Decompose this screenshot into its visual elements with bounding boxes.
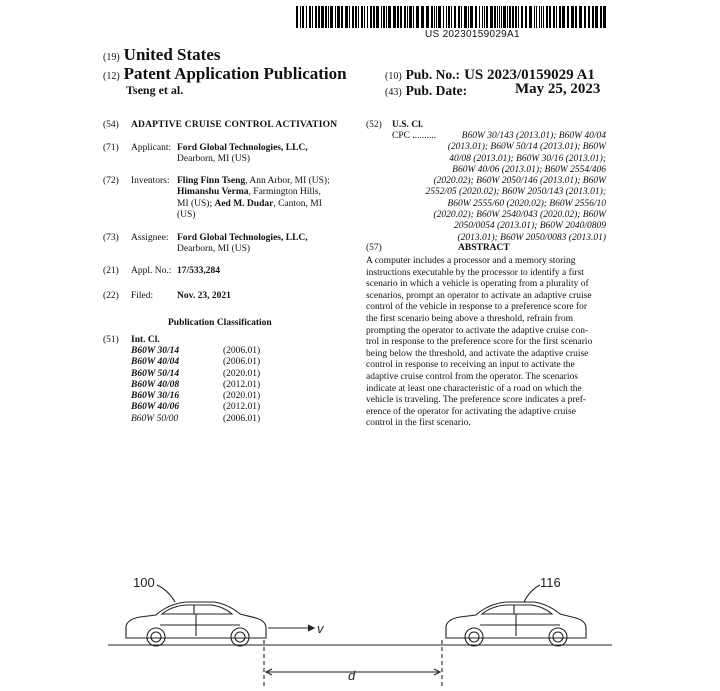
reference-label-116: 116	[540, 575, 561, 590]
barcode-bar	[355, 6, 357, 28]
inventor-location: , Canton, MI	[273, 198, 322, 209]
cpc-line: B60W 40/06 (2013.01); B60W 2554/406	[452, 164, 606, 175]
barcode-bar	[315, 6, 317, 28]
cpc-line: 40/08 (2013.01); B60W 30/16 (2013.01);	[449, 153, 606, 164]
barcode-bar	[475, 6, 477, 28]
lead-vehicle-icon	[446, 602, 586, 646]
barcode-bar	[361, 6, 363, 28]
distance-label: d	[348, 668, 356, 683]
barcode-bar	[383, 6, 385, 28]
barcode-bar	[518, 6, 519, 28]
intcl-class: B60W 40/08	[131, 379, 180, 390]
abstract-line: control in the first scenario.	[366, 418, 471, 429]
table-row	[131, 346, 260, 357]
barcode-bar	[553, 6, 555, 28]
intcl-date: (2006.01)	[223, 413, 261, 424]
intcl-class: B60W 30/16	[131, 391, 180, 402]
abstract-line: A computer includes a processor and a memory storing	[366, 256, 576, 266]
intcl-class: B60W 50/00	[131, 413, 179, 424]
barcode-bar	[515, 6, 517, 28]
barcode-bar	[484, 6, 485, 28]
barcode-bar	[341, 6, 343, 28]
inventor-name: Fling Finn Tseng	[177, 176, 246, 186]
abstract-line: control in response to receiving an input to activate the	[366, 360, 575, 371]
table-row	[131, 357, 260, 368]
assignee-code: (73)	[103, 233, 119, 243]
barcode-bar	[575, 6, 577, 28]
barcode-bar	[421, 6, 424, 28]
cpc-line: (2013.01); B60W 50/14 (2013.01); B60W	[447, 142, 606, 153]
abstract-line: erence of the operator for activating the adaptive cruise	[366, 406, 576, 417]
publication-type-line	[103, 64, 347, 84]
abstract-text	[366, 256, 606, 430]
cpc-line: (2013.01); B60W 2050/0083 (2013.01)	[457, 232, 606, 243]
country: United States	[123, 45, 221, 64]
intcl-date: (2012.01)	[223, 402, 261, 413]
barcode-bar	[446, 6, 447, 28]
intcl-date: (2012.01)	[223, 379, 261, 390]
intcl-date: (2006.01)	[223, 346, 261, 356]
barcode-bar	[325, 6, 327, 28]
barcode-bar	[318, 6, 320, 28]
barcode-bar	[345, 6, 348, 28]
pub-date: May 25, 2023	[515, 81, 601, 97]
publication-classification-heading: Publication Classification	[168, 318, 272, 328]
abstract-line: scenarios, prompt an operator to activate an adaptive cruise	[366, 290, 592, 301]
type-code: (12)	[103, 71, 120, 82]
barcode-bar	[507, 6, 508, 28]
barcode-bar	[376, 6, 379, 28]
intcl-label: Int. Cl.	[131, 335, 160, 345]
barcode-bar	[567, 6, 569, 28]
inventors-label: Inventors:	[131, 176, 170, 186]
barcode-bar	[486, 6, 488, 28]
barcode-bar	[556, 6, 557, 28]
inventors-list	[177, 176, 349, 221]
table-row	[131, 380, 260, 391]
inventor-location: MI (US);	[177, 198, 215, 209]
assignee-location: Dearborn, MI (US)	[177, 244, 251, 254]
intcl-date: (2006.01)	[223, 357, 261, 368]
barcode-bar	[335, 6, 336, 28]
abstract-line: scenario in which a vehicle is operating from a plurality of	[366, 279, 589, 290]
barcode-bar	[337, 6, 340, 28]
barcode-bar	[416, 6, 419, 28]
barcode-bar	[539, 6, 540, 28]
cpc-list	[420, 131, 606, 244]
barcode-bar	[400, 6, 402, 28]
intcl-class: B60W 30/14	[131, 346, 180, 356]
table-row	[131, 414, 260, 425]
inventor-location: (US)	[177, 209, 196, 220]
applicant-code: (71)	[103, 143, 119, 153]
intcl-class: B60W 50/14	[131, 368, 180, 379]
barcode-bar	[426, 6, 429, 28]
barcode-bar	[321, 6, 324, 28]
intcl-class: B60W 40/04	[131, 357, 180, 368]
figure-drawing	[0, 560, 720, 691]
barcode-bar	[521, 6, 523, 28]
intcl-class: B60W 40/06	[131, 402, 180, 413]
assignee-label: Assignee:	[131, 233, 169, 243]
abstract-heading: ABSTRACT	[458, 243, 510, 253]
barcode-bar	[461, 6, 462, 28]
applicant-name: Ford Global Technologies, LLC,	[177, 143, 308, 153]
barcode-bar	[404, 6, 406, 28]
barcode-bar	[490, 6, 493, 28]
inventor-name: Aed M. Dudar	[214, 198, 274, 209]
filed-label: Filed:	[131, 291, 154, 301]
uscl-code: (52)	[366, 120, 382, 130]
inventor-name: Himanshu Verma	[177, 187, 249, 198]
barcode-bar	[448, 6, 450, 28]
cpc-line: 2552/05 (2020.02); B60W 2050/143 (2013.01);	[425, 187, 606, 198]
barcode-bar	[525, 6, 527, 28]
barcode-bar	[388, 6, 391, 28]
barcode-bar	[358, 6, 359, 28]
title-code: (54)	[103, 120, 119, 130]
abstract-line: being below the threshold, and activate the adaptive cruise	[366, 348, 589, 359]
cpc-line: (2020.02); B60W 2050/146 (2013.01); B60W	[433, 176, 606, 187]
barcode-bar	[509, 6, 511, 28]
barcode-bar	[413, 6, 414, 28]
cpc-line: B60W 30/143 (2013.01); B60W 40/04	[461, 131, 606, 141]
barcode-bar	[454, 6, 456, 28]
barcode-bar	[434, 6, 435, 28]
velocity-label: v	[317, 621, 324, 636]
barcode-bar	[470, 6, 473, 28]
barcode-bar	[443, 6, 444, 28]
barcode-bar	[328, 6, 329, 28]
cpc-line: (2020.02); B60W 2540/043 (2020.02); B60W	[433, 210, 606, 221]
cpc-label: CPC ..........	[392, 131, 437, 141]
abstract-line: vehicle is traveling. The preference score indicates a pref-	[366, 395, 587, 406]
barcode-bar	[562, 6, 565, 28]
barcode-bar	[499, 6, 500, 28]
leader-line-116	[524, 585, 540, 602]
barcode-bar	[370, 6, 372, 28]
barcode-bar	[534, 6, 535, 28]
appl-label: Appl. No.:	[131, 266, 172, 276]
pub-no: US 2023/0159029 A1	[464, 67, 595, 83]
invention-title: ADAPTIVE CRUISE CONTROL ACTIVATION	[131, 120, 338, 130]
barcode-bar	[600, 6, 602, 28]
barcode-bar	[494, 6, 496, 28]
barcode-bar	[373, 6, 375, 28]
barcode-bar	[468, 6, 469, 28]
abstract-line: adaptive cruise control from the operator. The scenarios	[366, 371, 578, 382]
barcode-bar	[543, 6, 544, 28]
abstract-line: trol in response to the preference score for the first scenario	[366, 337, 593, 348]
cpc-line: 2050/0054 (2013.01); B60W 2040/0809	[454, 221, 606, 232]
inventors-code: (72)	[103, 176, 119, 186]
barcode-bar	[571, 6, 574, 28]
abstract-line: indicate at least one characteristic of a road on which the	[366, 383, 582, 394]
barcode-bar	[352, 6, 354, 28]
filed-code: (22)	[103, 291, 119, 301]
barcode-bar	[296, 6, 298, 28]
barcode-bar	[349, 6, 350, 28]
applicant-label: Applicant:	[131, 143, 172, 153]
barcode-bar	[464, 6, 467, 28]
barcode-bar	[302, 6, 304, 28]
inventor-location: , Ann Arbor, MI (US);	[245, 176, 330, 186]
barcode-bar	[536, 6, 537, 28]
barcode-bar	[458, 6, 460, 28]
country-code: (19)	[103, 52, 120, 63]
reference-label-100: 100	[133, 575, 155, 590]
barcode-bar	[588, 6, 590, 28]
barcode-bar	[559, 6, 561, 28]
barcode-bar	[451, 6, 452, 28]
barcode-bar	[541, 6, 542, 28]
abstract-code: (57)	[366, 243, 382, 253]
barcode-bar	[501, 6, 502, 28]
leader-line-100	[157, 585, 175, 602]
abstract-line: the first scenario being above a threshold, refrain from	[366, 313, 574, 324]
table-row	[131, 369, 260, 380]
table-row	[131, 391, 260, 402]
barcode-bar	[300, 6, 301, 28]
barcode	[296, 6, 606, 28]
applicant-location: Dearborn, MI (US)	[177, 154, 251, 164]
barcode-bar	[497, 6, 498, 28]
pub-date-code: (43)	[385, 87, 402, 98]
barcode-bar	[381, 6, 382, 28]
barcode-bar	[512, 6, 514, 28]
barcode-bar	[549, 6, 551, 28]
appl-number: 17/533,284	[177, 266, 221, 276]
uscl-label: U.S. Cl.	[392, 120, 424, 130]
barcode-bar	[595, 6, 598, 28]
pub-no-label: Pub. No.:	[405, 67, 461, 82]
filed-date: Nov. 23, 2021	[177, 291, 231, 301]
barcode-bar	[479, 6, 480, 28]
cpc-line: B60W 2555/60 (2020.02); B60W 2556/10	[447, 198, 606, 209]
intcl-date: (2020.01)	[223, 368, 261, 379]
host-vehicle-icon	[126, 602, 266, 646]
publication-type: Patent Application Publication	[123, 64, 347, 83]
barcode-bar	[603, 6, 606, 28]
inventor-location: , Farmington Hills,	[248, 187, 321, 198]
barcode-bar	[584, 6, 586, 28]
barcode-bar	[579, 6, 582, 28]
barcode-bar	[397, 6, 399, 28]
assignee-name: Ford Global Technologies, LLC,	[177, 233, 308, 243]
barcode-number: US 20230159029A1	[425, 29, 520, 40]
barcode-bar	[367, 6, 368, 28]
barcode-bar	[364, 6, 365, 28]
table-row	[131, 402, 260, 413]
barcode-bar	[306, 6, 307, 28]
appl-code: (21)	[103, 266, 119, 276]
country-line	[103, 45, 220, 65]
barcode-bar	[529, 6, 532, 28]
barcode-bar	[386, 6, 387, 28]
abstract-line: instructions executable by the processor to identify a first	[366, 267, 584, 278]
barcode-bar	[312, 6, 313, 28]
barcode-bar	[309, 6, 311, 28]
intcl-date: (2020.01)	[223, 391, 261, 402]
barcode-bar	[431, 6, 433, 28]
intcl-code: (51)	[103, 335, 119, 345]
barcode-bar	[407, 6, 408, 28]
pub-date-label: Pub. Date:	[405, 83, 468, 98]
barcode-bar	[503, 6, 506, 28]
barcode-bar	[482, 6, 483, 28]
inventor-short: Tseng et al.	[126, 83, 184, 97]
pub-no-code: (10)	[385, 71, 402, 82]
pub-date-line	[385, 82, 467, 100]
barcode-bar	[436, 6, 437, 28]
barcode-bar	[438, 6, 441, 28]
barcode-bar	[592, 6, 594, 28]
intcl-table	[131, 346, 260, 425]
barcode-bar	[393, 6, 396, 28]
barcode-bar	[546, 6, 548, 28]
barcode-bar	[409, 6, 412, 28]
barcode-bar	[330, 6, 333, 28]
abstract-line: prompting the operator to activate the adaptive cruise con-	[366, 325, 589, 336]
abstract-line: control of the vehicle in response to a preference score for	[366, 302, 588, 313]
